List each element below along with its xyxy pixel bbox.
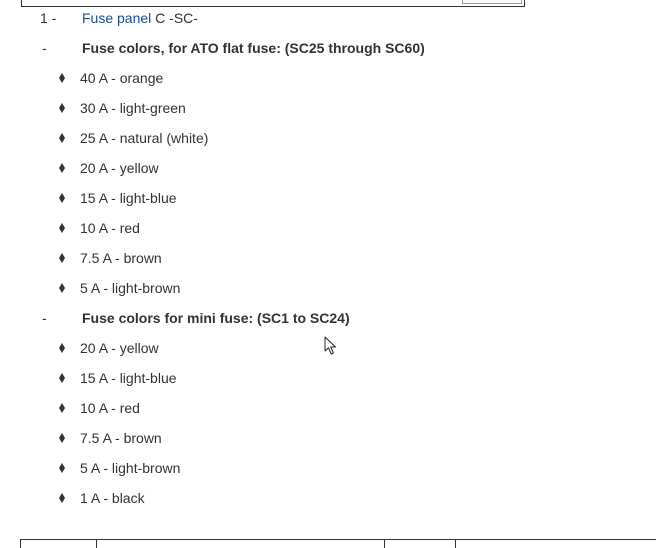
section-number: 1 - — [40, 10, 57, 26]
list-item — [0, 98, 656, 118]
list-item-text: 5 A - light-brown — [80, 280, 181, 296]
list-item-text: 15 A - light-blue — [80, 190, 177, 206]
list-item — [0, 488, 656, 508]
list-item — [0, 188, 656, 208]
list-item — [0, 158, 656, 178]
list-item — [0, 248, 656, 268]
group-heading-row — [0, 38, 656, 58]
diamond-bullet-icon — [59, 253, 65, 263]
list-item-text: 5 A - light-brown — [80, 460, 181, 476]
frame-button[interactable] — [462, 0, 522, 4]
list-item-text: 1 A - black — [80, 490, 145, 506]
previous-table-frame — [21, 0, 525, 7]
next-table — [20, 539, 656, 548]
diamond-bullet-icon — [59, 193, 65, 203]
list-item-text: 40 A - orange — [80, 70, 164, 86]
diamond-bullet-icon — [59, 223, 65, 233]
group-heading-row — [0, 308, 656, 328]
diamond-bullet-icon — [59, 163, 65, 173]
list-item — [0, 428, 656, 448]
list-item-text: 7.5 A - brown — [80, 430, 162, 446]
group-dash: - — [42, 310, 47, 326]
group-heading: Fuse colors for mini fuse: (SC1 to SC24) — [82, 310, 350, 326]
list-item — [0, 218, 656, 238]
list-item-text: 25 A - natural (white) — [80, 130, 209, 146]
list-item — [0, 68, 656, 88]
section-row — [0, 8, 656, 28]
table-column-divider — [96, 540, 97, 548]
list-item-text: 20 A - yellow — [80, 340, 159, 356]
diamond-bullet-icon — [59, 73, 65, 83]
table-column-divider — [455, 540, 456, 548]
list-item — [0, 398, 656, 418]
section-code: C -SC- — [155, 10, 198, 26]
group-dash: - — [42, 40, 47, 56]
list-item-text: 7.5 A - brown — [80, 250, 162, 266]
mouse-pointer-icon — [324, 336, 338, 356]
diamond-bullet-icon — [59, 493, 65, 503]
list-item-text: 15 A - light-blue — [80, 370, 177, 386]
diamond-bullet-icon — [59, 283, 65, 293]
diamond-bullet-icon — [59, 433, 65, 443]
diamond-bullet-icon — [59, 463, 65, 473]
section-title — [82, 8, 198, 28]
list-item-text: 30 A - light-green — [80, 100, 186, 116]
list-item-text: 10 A - red — [80, 400, 140, 416]
list-item-text: 20 A - yellow — [80, 160, 159, 176]
list-item — [0, 458, 656, 478]
list-item — [0, 278, 656, 298]
list-item — [0, 128, 656, 148]
diamond-bullet-icon — [59, 133, 65, 143]
table-column-divider — [384, 540, 385, 548]
diamond-bullet-icon — [59, 103, 65, 113]
diamond-bullet-icon — [59, 343, 65, 353]
list-item — [0, 368, 656, 388]
group-heading: Fuse colors, for ATO flat fuse: (SC25 through SC60) — [82, 40, 425, 56]
list-item-text: 10 A - red — [80, 220, 140, 236]
diamond-bullet-icon — [59, 373, 65, 383]
fuse-panel-link[interactable]: Fuse panel — [82, 10, 152, 26]
diamond-bullet-icon — [59, 403, 65, 413]
